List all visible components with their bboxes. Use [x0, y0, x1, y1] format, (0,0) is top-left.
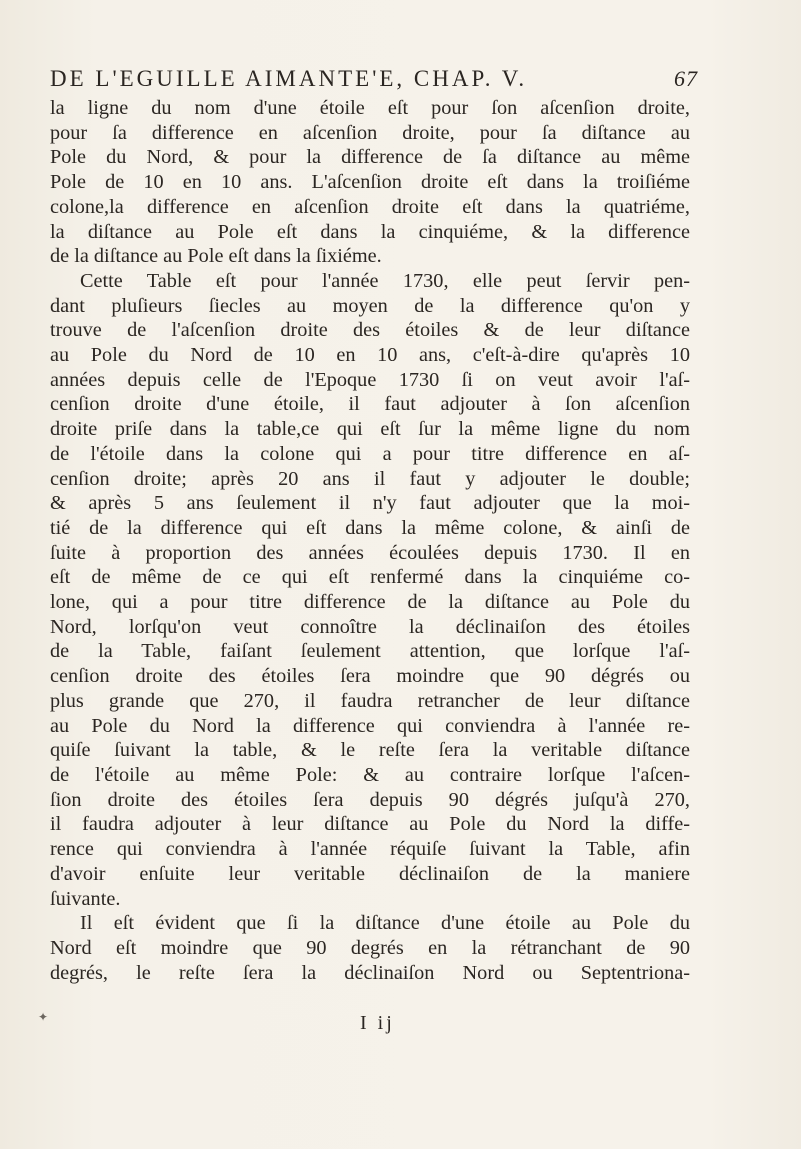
text-line: eſt de même de ce qui eſt renfermé dans la cinquiéme co-: [50, 566, 690, 589]
text-line: Cette Table eſt pour l'année 1730, elle peut ſervir pen-: [80, 269, 690, 292]
text-line: Pole de 10 en 10 ans. L'aſcenſion droite eſt dans la troiſiéme: [50, 171, 690, 194]
text-line: tié de la difference qui eſt dans la même colone, & ainſi de: [50, 516, 690, 539]
text-line: Nord, lorſqu'on veut connoître la déclinaiſon des étoiles: [50, 615, 690, 638]
text-line: de l'étoile au même Pole: & au contraire lorſque l'aſcen-: [50, 763, 690, 786]
text-line: dant pluſieurs ſiecles au moyen de la difference qu'on y: [50, 294, 690, 317]
text-line: Nord eſt moindre que 90 degrés en la rétranchant de 90: [50, 936, 690, 959]
text-line: d'avoir enſuite leur veritable déclinaiſon de la maniere: [50, 862, 690, 885]
text-line: ſuivante.: [50, 887, 121, 910]
text-line: trouve de l'aſcenſion droite des étoiles & de leur diſtance: [50, 319, 690, 342]
text-line: cenſion droite; après 20 ans il faut y adjouter le double;: [50, 467, 690, 490]
text-line: colone,la difference en aſcenſion droite eſt dans la quatriéme,: [50, 195, 690, 218]
ink-speck: ✦: [38, 1010, 49, 1024]
text-line: années depuis celle de l'Epoque 1730 ſi on veut avoir l'aſ-: [50, 368, 690, 391]
text-line: au Pole du Nord de 10 en 10 ans, c'eſt-à-dire qu'après 10: [50, 344, 690, 367]
text-line: plus grande que 270, il faudra retrancher de leur diſtance: [50, 689, 690, 712]
text-line: lone, qui a pour titre difference de la diſtance au Pole du: [50, 591, 690, 614]
text-line: degrés, le reſte ſera la déclinaiſon Nord ou Septentriona-: [50, 961, 690, 984]
page-header: [50, 66, 698, 98]
text-line: droite priſe dans la table,ce qui eſt ſur la même ligne du nom: [50, 418, 690, 441]
text-line: rence qui conviendra à l'année réquiſe ſuivant la Table, afin: [50, 838, 690, 861]
running-title: DE L'EGUILLE AIMANTE'E, CHAP. V.: [50, 66, 528, 91]
text-line: cenſion droite des étoiles ſera moindre que 90 dégrés ou: [50, 665, 690, 688]
page-number: 67: [674, 66, 698, 91]
text-line: quiſe ſuivant la table, & le reſte ſera la veritable diſtance: [50, 739, 690, 762]
text-line: ſion droite des étoiles ſera depuis 90 dégrés juſqu'à 270,: [50, 788, 690, 811]
text-line: la diſtance au Pole eſt dans la cinquiéme, & la difference: [50, 220, 690, 243]
text-line: de la diſtance au Pole eſt dans la ſixiéme.: [50, 245, 382, 268]
text-line: ſuite à proportion des années écoulées depuis 1730. Il en: [50, 541, 690, 564]
text-line: & après 5 ans ſeulement il n'y faut adjouter que la moi-: [50, 492, 690, 515]
text-line: cenſion droite d'une étoile, il faut adjouter à ſon aſcenſion: [50, 393, 690, 416]
text-line: de la Table, faiſant ſeulement attention, que lorſque l'aſ-: [50, 640, 690, 663]
text-line: la ligne du nom d'une étoile eſt pour ſon aſcenſion droite,: [50, 97, 690, 119]
text-line: Pole du Nord, & pour la difference de ſa diſtance au même: [50, 146, 690, 169]
text-line: de l'étoile dans la colone qui a pour titre difference en aſ-: [50, 442, 690, 465]
signature-mark: I ij: [360, 1012, 395, 1034]
text-line: pour ſa difference en aſcenſion droite, pour ſa diſtance au: [50, 121, 690, 144]
body-text: [50, 96, 690, 985]
text-line: il faudra adjouter à leur diſtance au Pole du Nord la diffe-: [50, 813, 690, 836]
text-line: au Pole du Nord la difference qui conviendra à l'année re-: [50, 714, 690, 737]
text-line: Il eſt évident que ſi la diſtance d'une étoile au Pole du: [80, 912, 690, 935]
